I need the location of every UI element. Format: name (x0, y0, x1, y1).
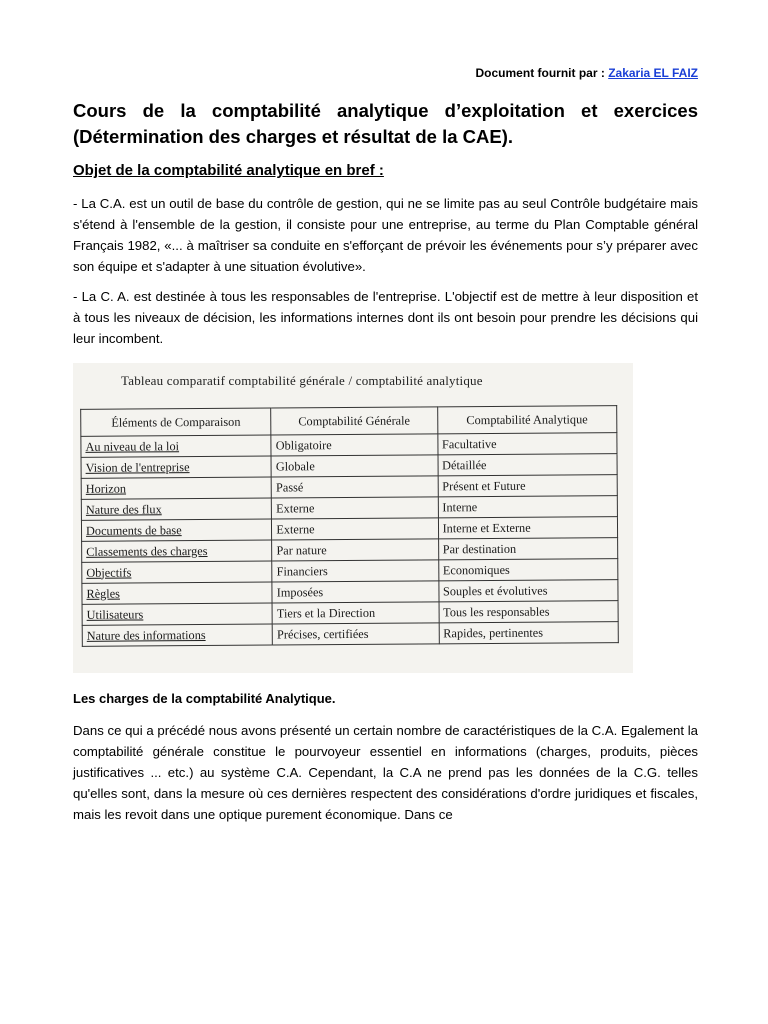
section-heading-objet: Objet de la comptabilité analytique en bref : (73, 162, 384, 179)
table-cell: Nature des informations (82, 624, 272, 646)
table-cell: Au niveau de la loi (81, 435, 271, 457)
table-cell: Rapides, pertinentes (439, 622, 619, 644)
table-cell: Tiers et la Direction (272, 602, 438, 624)
table-cell: Interne et Externe (438, 517, 618, 539)
paragraph: - La C. A. est destinée à tous les responsables de l'entreprise. L'objectif est de mettre à leur disposition et à tous les niveaux de décision, les informations internes dont ils ont besoin pour prendre les décisions qui leur incombent. (73, 289, 698, 346)
table-header-row (81, 406, 617, 437)
column-header: Comptabilité Générale (271, 407, 437, 435)
table-cell: Règles (82, 582, 272, 604)
table-cell: Horizon (81, 477, 271, 499)
table-cell: Externe (272, 518, 438, 540)
paragraph: Dans ce qui a précédé nous avons présenté un certain nombre de caractéristiques de la C.A. Egalement la comptabilité générale constitue le pourvoyeur essentiel en informations (charges, produits, pièces justificatives ... etc.) au système C.A. Cependant, la C.A ne prend pas les données de la C.G. telles qu'elles sont, dans la mesure où ces dernières respectent des considérations d'ordre juridiques et fiscales, mais les revoit dans une optique purement économique. Dans ce (73, 723, 698, 822)
column-header: Éléments de Comparaison (81, 408, 271, 436)
table-cell: Nature des flux (81, 498, 271, 520)
table-cell: Précises, certifiées (272, 623, 438, 645)
table-cell: Passé (271, 476, 437, 498)
table-cell: Tous les responsables (439, 601, 619, 623)
table-cell: Souples et évolutives (438, 580, 618, 602)
comparison-table-image (73, 363, 633, 673)
document-content (73, 98, 698, 834)
section-heading-charges: Les charges de la comptabilité Analytique. (73, 691, 336, 706)
document-provider (476, 66, 698, 80)
table-cell: Obligatoire (271, 434, 437, 456)
table-cell: Utilisateurs (82, 603, 272, 625)
table-cell: Classements des charges (82, 540, 272, 562)
table-cell: Globale (271, 455, 437, 477)
table-cell: Financiers (272, 560, 438, 582)
table-cell: Présent et Future (438, 475, 618, 497)
document-title: Cours de la comptabilité analytique d’exploitation et exercices (Détermination des charges et résultat de la CAE). (73, 100, 698, 147)
table-cell: Documents de base (81, 519, 271, 541)
table-cell: Externe (272, 497, 438, 519)
table-cell: Objectifs (82, 561, 272, 583)
table-row (82, 622, 618, 647)
column-header: Comptabilité Analytique (437, 406, 617, 434)
table-cell: Interne (438, 496, 618, 518)
comparison-table (80, 405, 619, 647)
table-cell: Détaillée (438, 454, 618, 476)
table-cell: Imposées (272, 581, 438, 603)
table-caption: Tableau comparatif comptabilité générale / comptabilité analytique (121, 373, 483, 388)
paragraph: - La C.A. est un outil de base du contrôle de gestion, qui ne se limite pas au seul Contrôle budgétaire mais s'étend à l'ensemble de la gestion, il consiste pour une entreprise, au terme du Plan Comptable général Français 1982, «... à maîtriser sa conduite en s'efforçant de prévoir les événements pour s’y préparer avec son équipe et s'adapter à une situation évolutive». (73, 196, 698, 274)
table-cell: Par destination (438, 538, 618, 560)
table-cell: Vision de l'entreprise (81, 456, 271, 478)
provider-link[interactable]: Zakaria EL FAIZ (608, 66, 698, 80)
table-cell: Economiques (438, 559, 618, 581)
table-cell: Facultative (437, 433, 617, 455)
provider-label: Document fournit par : (475, 66, 605, 80)
table-cell: Par nature (272, 539, 438, 561)
